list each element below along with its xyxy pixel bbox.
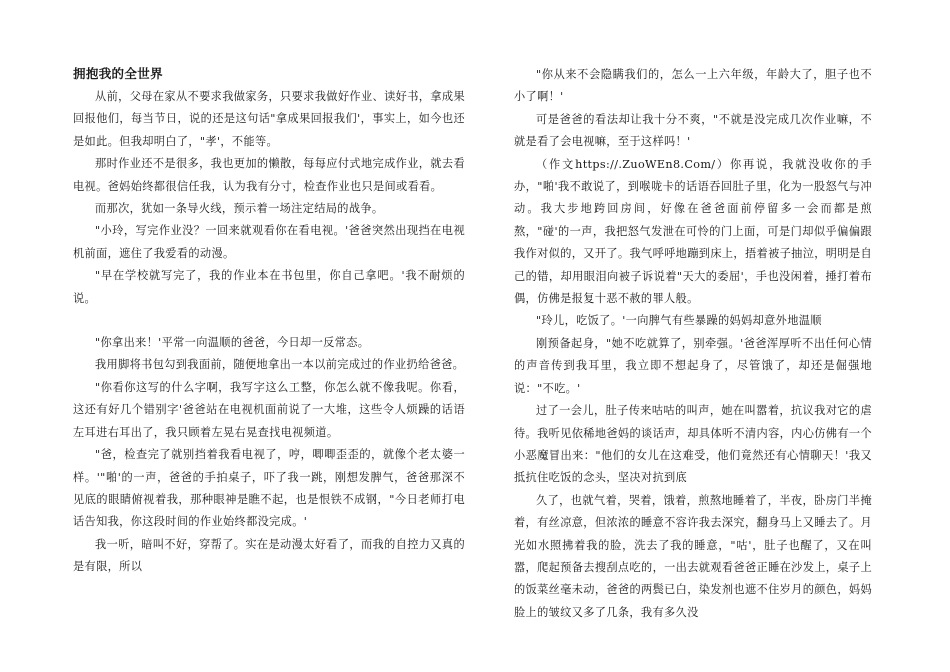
paragraph: "你看你这写的什么字啊，我写字这么工整，你怎么就不像我呢。你看，这还有好几个错别字'爸爸站在电视机面前说了一大堆，这些令人烦躁的话语左耳进右耳出了，我只顾着左晃右晃查找电视频道。 [73, 380, 465, 439]
paragraph: 那时作业还不是很多，我也更加的懒散，每每应付式地完成作业，就去看电视。爸妈始终都很信任我，认为我有分寸，检查作业也只是间或看看。 [73, 157, 465, 193]
paragraph-gap [73, 310, 465, 332]
paragraph: 久了，也就气着，哭着，饿着，煎熬地睡着了，半夜，卧房门半掩着，有丝凉意，但浓浓的睡意不容许我去深究，翻身马上又睡去了。月光如水照拂着我的脸，洗去了我的睡意，"咕'，肚子也醒了，又在叫嚣，爬起预备去搜刮点吃的，一出去就观看爸爸正睡在沙发上，桌子上的饭菜丝毫未动，爸爸的两鬓已白，染发剂也遮不住岁月的颜色，妈妈脸上的皱纹又多了几条，我有多久没 [514, 493, 872, 619]
paragraph: "你拿出来！'平常一向温顺的爸爸，今日却一反常态。 [95, 336, 370, 350]
paragraph: 而那次，犹如一条导火线，预示着一场注定结局的战争。 [95, 202, 384, 216]
paragraph: "早在学校就写完了，我的作业本在书包里，你自己拿吧。'我不耐烦的说。 [73, 269, 465, 305]
paragraph: 刚预备起身，"她不吃就算了，别牵强。'爸爸浑厚听不出任何心情的声音传到我耳里，我立即不想起身了，尽管饿了，却还是倔强地说："不吃。' [514, 336, 872, 395]
left-column [73, 64, 465, 579]
paragraph: "小玲，写完作业没？一回来就观看你在看电视。'爸爸突然出现挡在电视机前面，遮住了我爱看的动漫。 [73, 224, 465, 260]
paragraph: 我用脚将书包勾到我面前，随便地拿出一本以前完成过的作业扔给爸爸。 [95, 358, 465, 372]
paragraph: "你从来不会隐瞒我们的，怎么一上六年级，年龄大了，胆子也不小了啊！' [514, 68, 872, 104]
paragraph: 我一听，暗叫不好，穿帮了。实在是动漫太好看了，而我的自控力又真的是有限，所以 [73, 537, 465, 574]
paragraph: "爸，检查完了就别挡着我看电视了，哼，唧唧歪歪的，就像个老太婆一样。'"啪'的一声，爸爸的手拍桌子，吓了我一跳，刚想发脾气，爸爸那深不见底的眼睛俯视着我，那种眼神是瞧不起，也是恨铁不成钢，"今日老师打电话告知我，你这段时间的作业始终都没完成。' [73, 448, 465, 529]
paragraph: "玲儿，吃饭了。'一向脾气有些暴躁的妈妈却意外地温顺 [536, 314, 822, 328]
right-column [514, 64, 872, 624]
paragraph: 可是爸爸的看法却让我十分不爽，"不就是没完成几次作业嘛，不就是看了会电视嘛，至于这样吗！' [514, 112, 872, 149]
paragraph: 从前，父母在家从不要求我做家务，只要求我做好作业、读好书，拿成果回报他们，每当节日，说的还是这句话"拿成果回报我们'，事实上，如今也还是如此。但我却明白了，"孝'，不能等。 [73, 90, 465, 148]
page-title: 拥抱我的全世界 [73, 66, 163, 81]
paragraph: （作文https://.ZuoWEn8.Com/）你再说，我就没收你的手办，"啪'我不敢说了，到喉咙卡的话语吞回肚子里，化为一股怒气与冲动。我大步地跨回房间，好像在爸爸面前停留多一会而都是煎熬，"碰'的一声，我把怒气发泄在可怜的门上面，可是门却似乎偏偏跟我作对似的，又开了。我气呼呼地蹦到床上，捂着被子抽泣，明明是自己的错，却用眼泪向被子诉说着"天大的委屈'，手也没闲着，捶打着布偶，仿佛是报复十恶不赦的罪人般。 [514, 157, 872, 306]
paragraph: 过了一会儿，肚子传来咕咕的叫声，她在叫嚣着，抗议我对它的虐待。我听见依稀地爸妈的谈话声，却具体听不清内容，内心仿佛有一个小恶魔冒出来："他们的女儿在这难受，他们竟然还有心情聊天！'我又抵抗住吃饭的念头，坚决对抗到底 [514, 404, 872, 485]
